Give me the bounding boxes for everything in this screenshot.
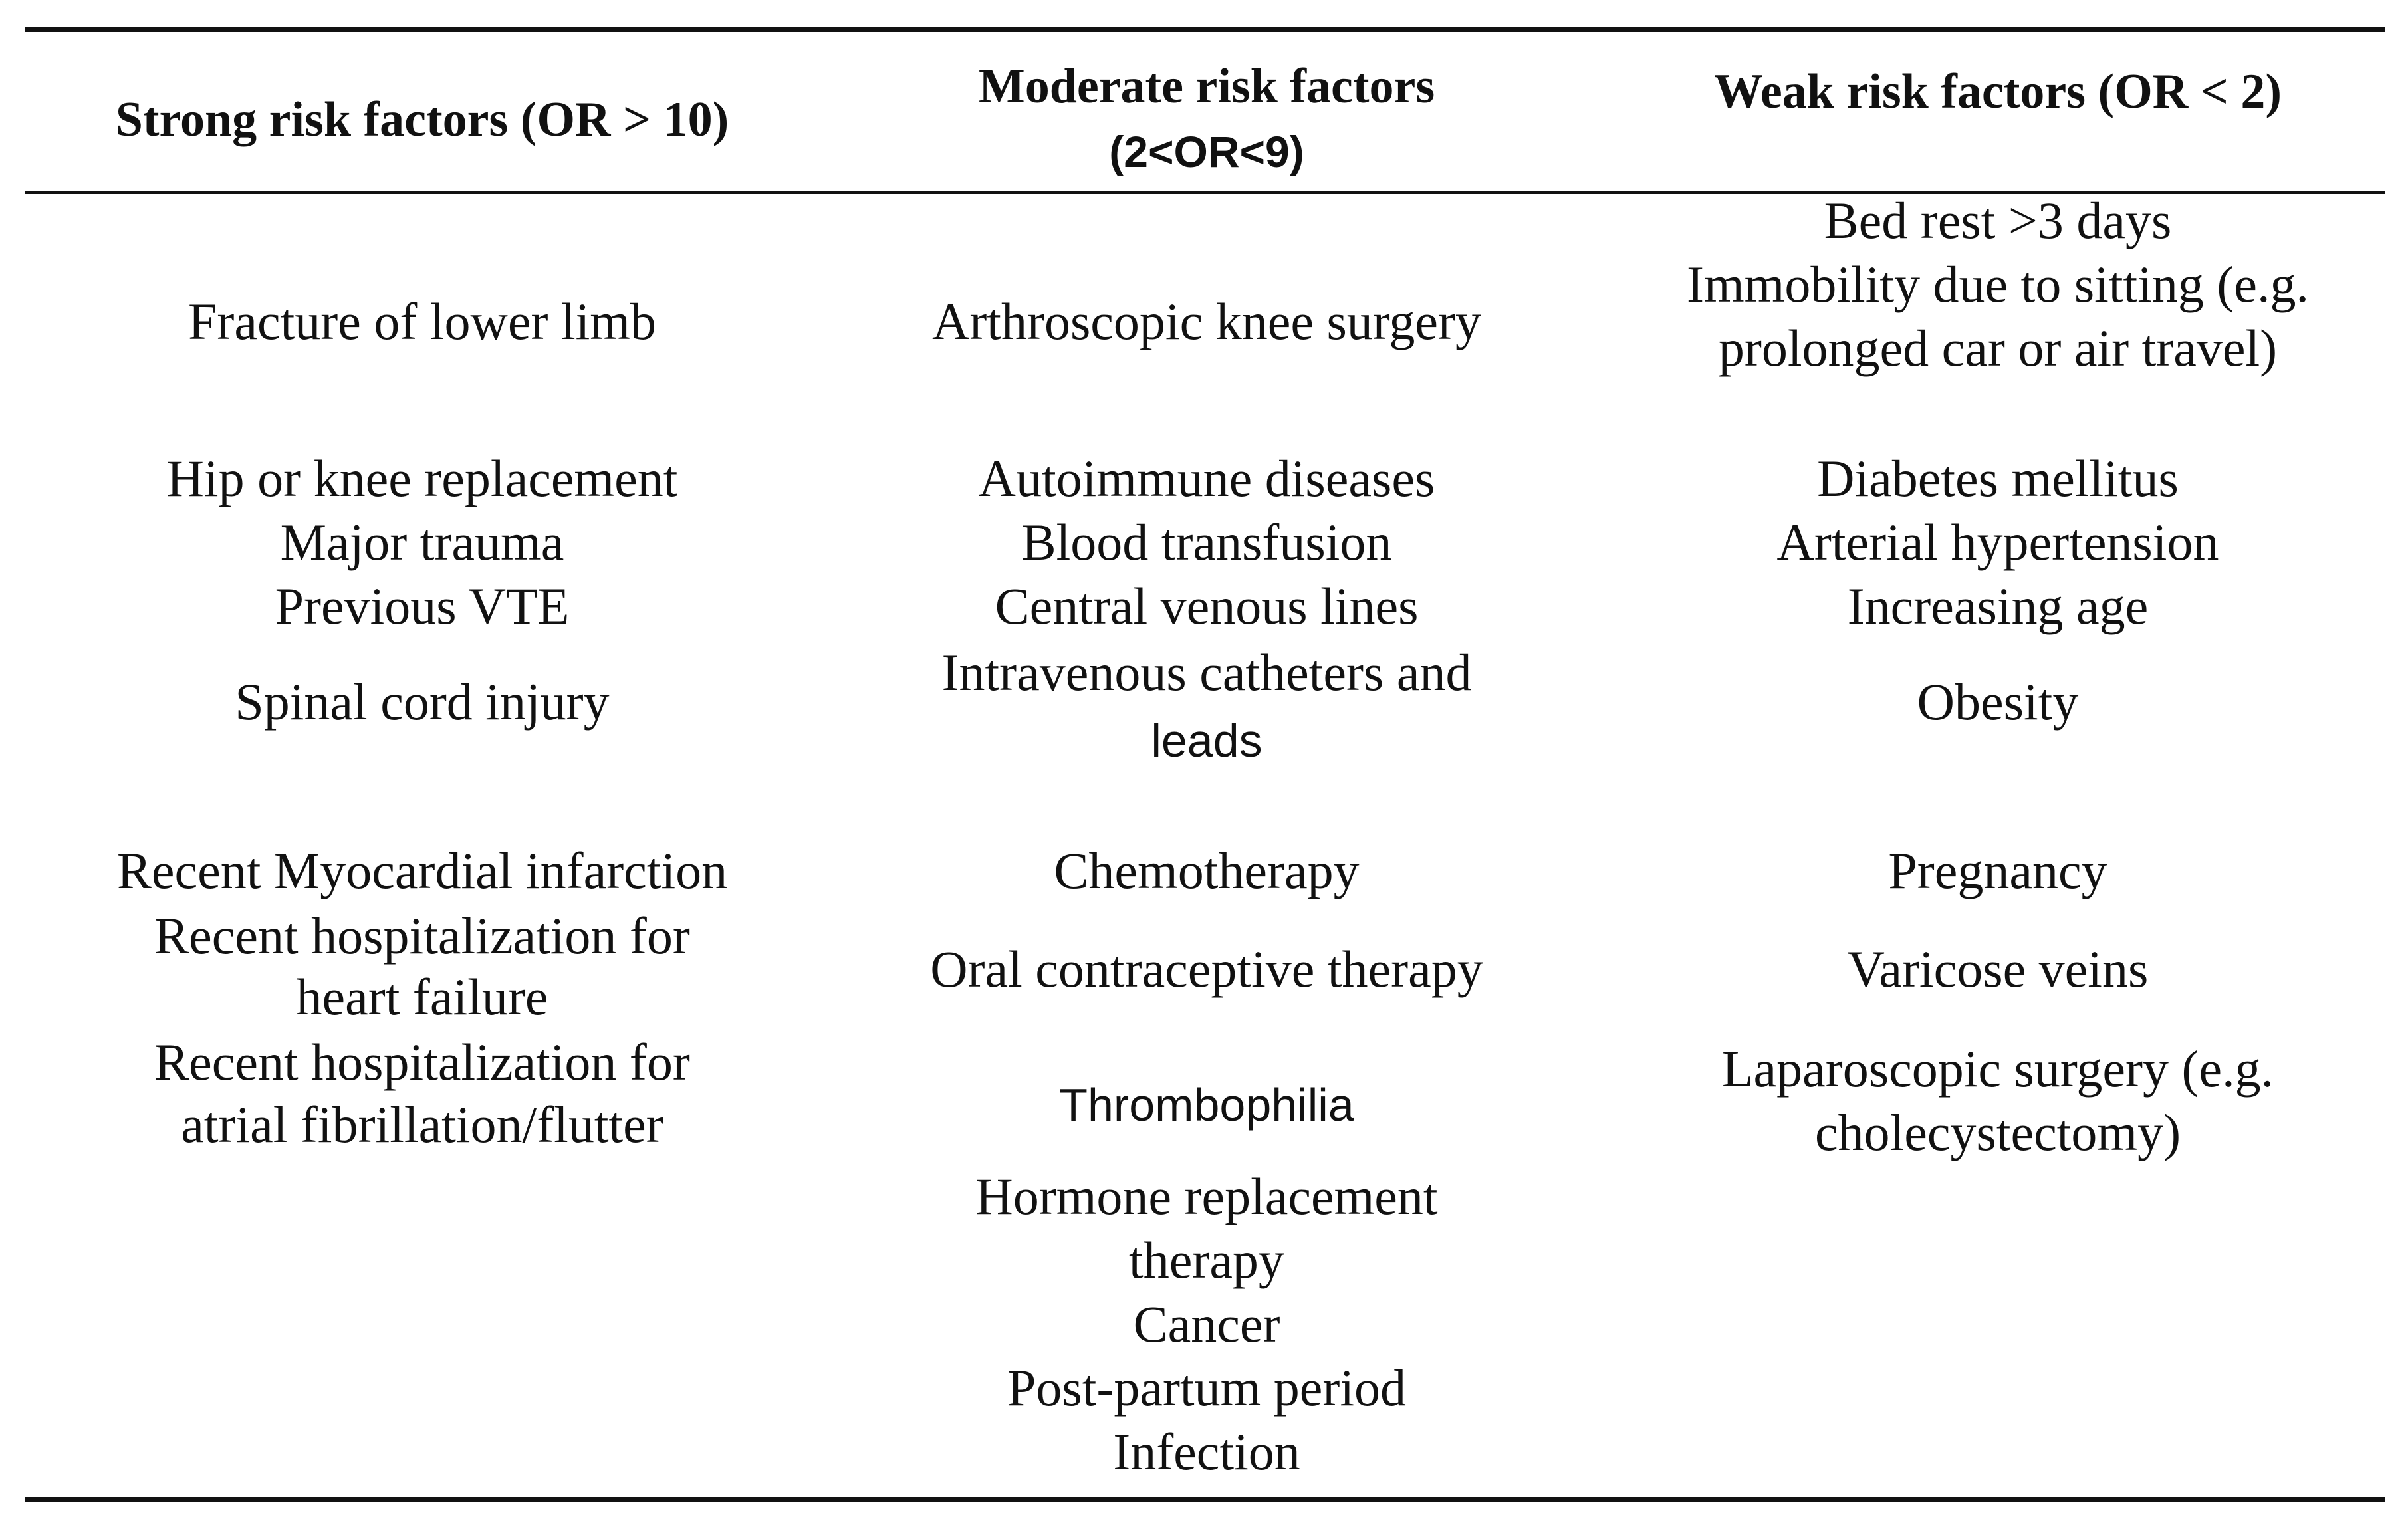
weak-item: Varicose veins xyxy=(1847,940,2149,998)
weak-item: Obesity xyxy=(1917,673,2079,731)
strong-item: heart failure xyxy=(296,968,548,1026)
moderate-item: Arthroscopic knee surgery xyxy=(932,293,1481,350)
table-top-rule xyxy=(25,27,2385,32)
moderate-item-text: leads xyxy=(1151,715,1263,766)
moderate-item: Post-partum period xyxy=(1007,1359,1407,1417)
moderate-item: Cancer xyxy=(1133,1295,1280,1353)
strong-item: Previous VTE xyxy=(275,577,570,635)
moderate-item: Blood transfusion xyxy=(1021,513,1392,571)
header-strong-label: Strong risk factors (OR > 10) xyxy=(115,92,729,147)
moderate-item: Oral contraceptive therapy xyxy=(930,940,1483,998)
header-moderate-label: Moderate risk factors xyxy=(978,59,1435,114)
weak-item: Pregnancy xyxy=(1888,842,2107,899)
strong-item: atrial fibrillation/flutter xyxy=(181,1096,663,1153)
moderate-item: Intravenous catheters and xyxy=(941,644,1472,701)
weak-item: Increasing age xyxy=(1847,577,2149,635)
weak-item: Immobility due to sitting (e.g. xyxy=(1687,255,2309,313)
weak-item: Arterial hypertension xyxy=(1776,513,2219,571)
strong-item: Spinal cord injury xyxy=(235,673,610,731)
table-bottom-rule xyxy=(25,1497,2385,1502)
strong-item: Recent hospitalization for xyxy=(154,1033,690,1091)
weak-item: prolonged car or air travel) xyxy=(1718,319,2278,377)
strong-item: Recent hospitalization for xyxy=(154,907,690,965)
header-weak xyxy=(1622,59,2373,125)
moderate-item xyxy=(838,707,1576,772)
moderate-item: Chemotherapy xyxy=(1054,842,1360,899)
moderate-item: Hormone replacement xyxy=(975,1167,1438,1225)
strong-item: Hip or knee replacement xyxy=(166,449,678,507)
header-weak-label: Weak risk factors (OR < 2) xyxy=(1714,64,2282,119)
weak-item: Bed rest >3 days xyxy=(1824,191,2172,249)
weak-item: Diabetes mellitus xyxy=(1817,449,2179,507)
weak-item: Laparoscopic surgery (e.g. xyxy=(1721,1040,2274,1098)
weak-item: cholecystectomy) xyxy=(1814,1104,2181,1161)
strong-item: Fracture of lower limb xyxy=(188,293,656,350)
strong-item: Recent Myocardial infarction xyxy=(116,842,728,899)
strong-item: Major trauma xyxy=(280,513,564,571)
moderate-item: Central venous lines xyxy=(995,577,1419,635)
moderate-item: Infection xyxy=(1113,1423,1300,1480)
moderate-item xyxy=(838,1072,1576,1137)
header-moderate-range: (2<OR<9) xyxy=(1109,127,1304,176)
moderate-item: Autoimmune diseases xyxy=(978,449,1435,507)
moderate-item: therapy xyxy=(1129,1231,1284,1289)
moderate-item-text: Thrombophilia xyxy=(1059,1079,1354,1131)
header-strong xyxy=(53,86,791,153)
header-moderate xyxy=(838,53,1576,183)
